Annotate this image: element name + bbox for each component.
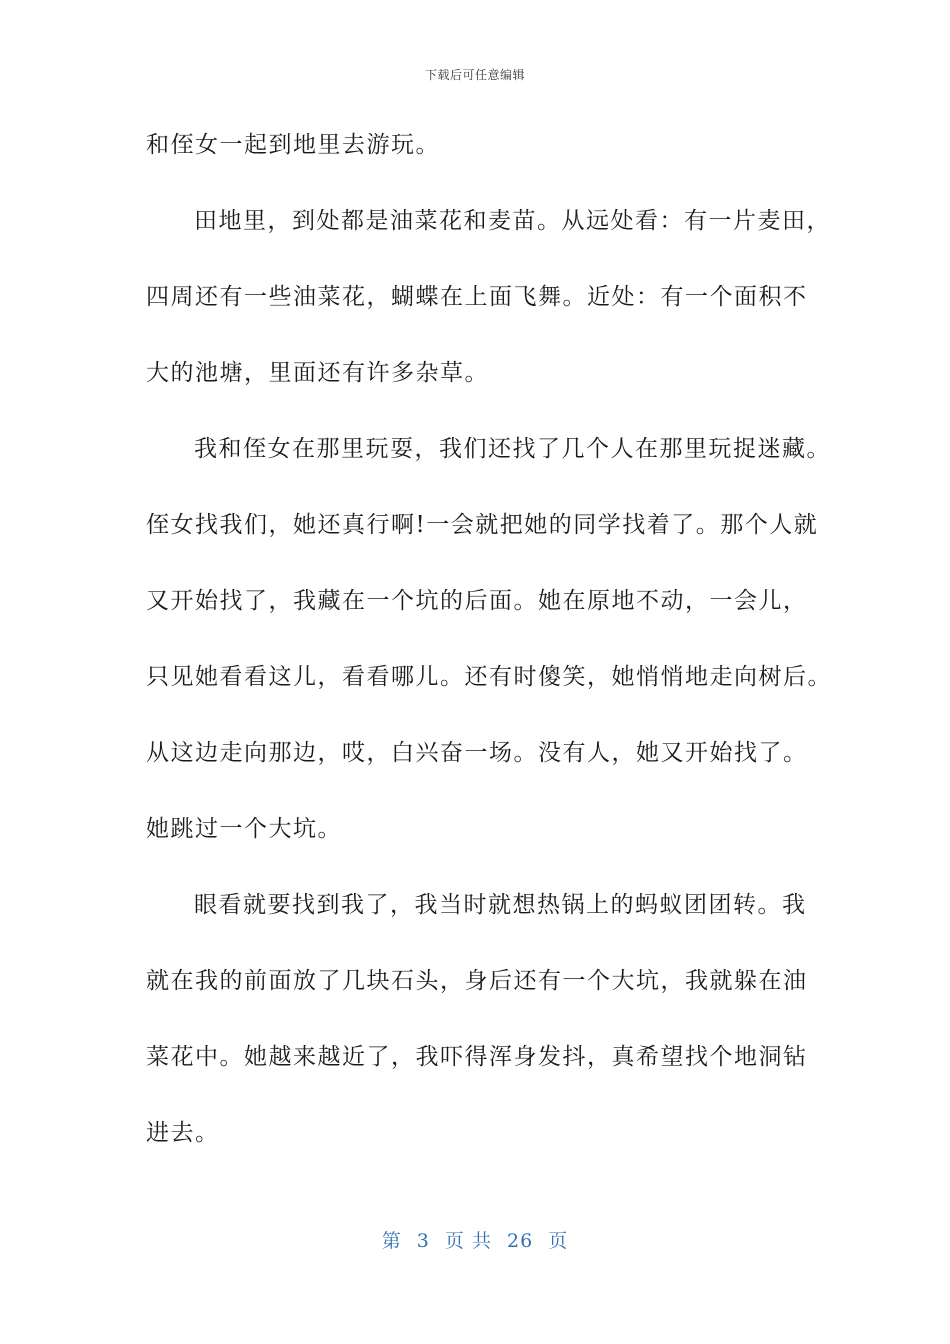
text-line: 就在我的前面放了几块石头，身后还有一个大坑，我就躲在油 — [146, 968, 808, 994]
footer-middle: 页 共 — [444, 1230, 492, 1252]
footer-suffix: 页 — [548, 1230, 569, 1252]
text-line: 大的池塘，里面还有许多杂草。 — [146, 360, 489, 386]
page-header: 下载后可任意编辑 — [424, 68, 525, 82]
text-line: 我和侄女在那里玩耍，我们还找了几个人在那里玩捉迷藏。 — [194, 436, 831, 462]
page-footer — [0, 1226, 950, 1253]
text-line: 她跳过一个大坑。 — [146, 816, 342, 842]
text-line: 侄女找我们，她还真行啊!一会就把她的同学找着了。那个人就 — [146, 512, 819, 538]
footer-total-pages: 26 — [507, 1230, 534, 1252]
text-line: 眼看就要找到我了，我当时就想热锅上的蚂蚁团团转。我 — [194, 892, 807, 918]
text-line: 菜花中。她越来越近了，我吓得浑身发抖，真希望找个地洞钻 — [146, 1044, 808, 1070]
document-body — [146, 118, 832, 1182]
text-line: 进去。 — [146, 1120, 220, 1146]
footer-prefix: 第 — [381, 1230, 402, 1252]
footer-page-number: 3 — [416, 1230, 430, 1252]
text-line: 从这边走向那边，哎，白兴奋一场。没有人，她又开始找了。 — [146, 740, 808, 766]
text-line: 和侄女一起到地里去游玩。 — [146, 132, 440, 158]
text-line: 四周还有一些油菜花，蝴蝶在上面飞舞。近处：有一个面积不 — [146, 284, 808, 310]
text-line: 只见她看看这儿，看看哪儿。还有时傻笑，她悄悄地走向树后。 — [146, 664, 832, 690]
text-line: 田地里，到处都是油菜花和麦苗。从远处看：有一片麦田， — [194, 208, 831, 234]
text-line: 又开始找了，我藏在一个坑的后面。她在原地不动，一会儿， — [146, 588, 808, 614]
